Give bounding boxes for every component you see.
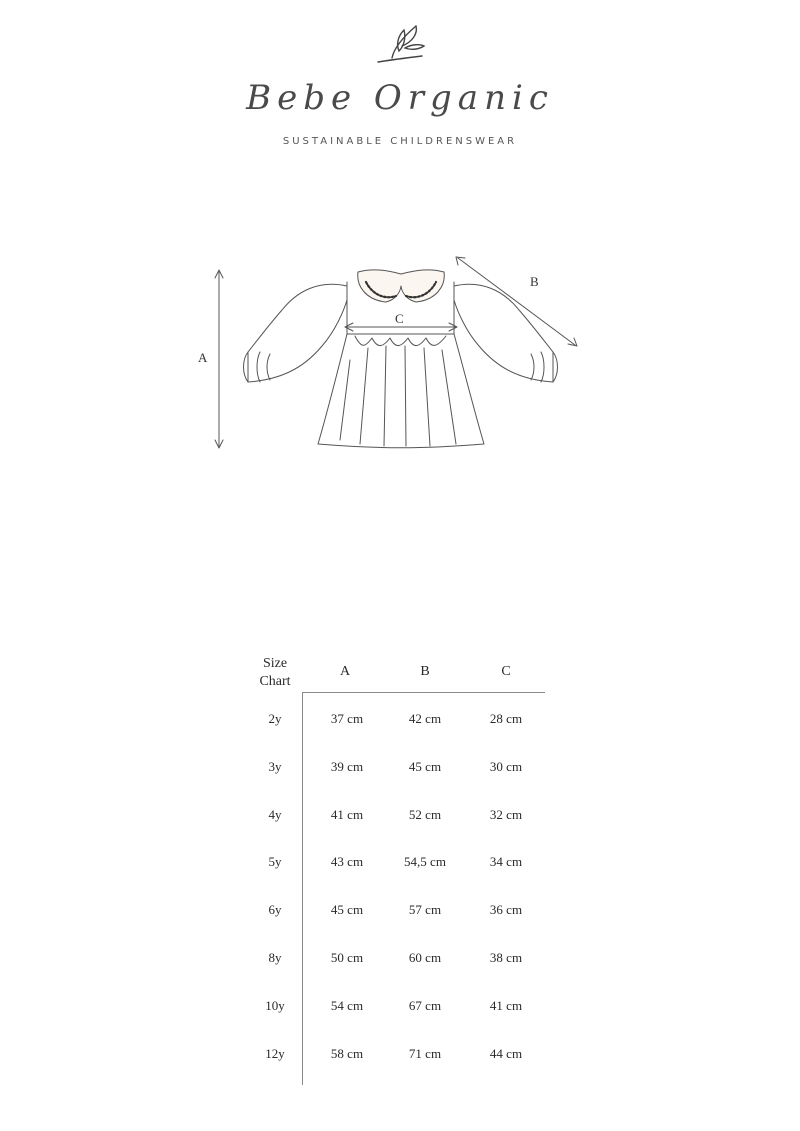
size-cell: 10y <box>265 998 285 1013</box>
size-cell: 8y <box>268 950 282 965</box>
table-row <box>245 950 550 970</box>
table-row <box>245 854 550 874</box>
measure-b-cell: 54,5 cm <box>404 854 446 869</box>
measure-c-cell: 38 cm <box>489 950 523 965</box>
table-row <box>245 1046 550 1066</box>
size-chart <box>245 655 550 1090</box>
size-cell: 5y <box>268 854 282 869</box>
measure-b-cell: 42 cm <box>408 711 442 726</box>
measure-a-cell: 45 cm <box>330 902 364 917</box>
column-header-c: C <box>501 664 511 679</box>
measure-c-cell: 44 cm <box>489 1046 523 1061</box>
measure-c-cell: 34 cm <box>489 854 523 869</box>
column-header-a: A <box>339 664 351 679</box>
measure-a-cell: 41 cm <box>330 807 364 822</box>
table-row <box>245 807 550 827</box>
table-row <box>245 711 550 731</box>
measure-a-cell: 50 cm <box>330 950 364 965</box>
size-cell: 4y <box>268 807 282 822</box>
brand-tagline: SUSTAINABLE CHILDRENSWEAR <box>282 136 518 147</box>
size-chart-title-line2: Chart <box>259 674 291 689</box>
size-cell: 6y <box>268 902 282 917</box>
measure-c-cell: 41 cm <box>489 998 523 1013</box>
measure-b-cell: 60 cm <box>408 950 442 965</box>
measure-c-cell: 36 cm <box>489 902 523 917</box>
measure-c-cell: 28 cm <box>489 711 523 726</box>
measure-a-cell: 43 cm <box>330 854 364 869</box>
leaf-sprig-icon <box>372 18 428 68</box>
dimension-a-label: A <box>198 350 208 365</box>
measure-c-cell: 30 cm <box>489 759 523 774</box>
column-header-b: B <box>420 664 430 679</box>
size-chart-title <box>245 655 305 691</box>
size-cell: 12y <box>265 1046 285 1061</box>
size-cell: 2y <box>268 711 282 726</box>
table-row <box>245 998 550 1018</box>
measure-b-cell: 45 cm <box>408 759 442 774</box>
brand-logo: Bebe Organic <box>246 78 554 118</box>
header-divider <box>302 692 545 693</box>
measure-a-cell: 39 cm <box>330 759 364 774</box>
measure-b-cell: 52 cm <box>408 807 442 822</box>
size-chart-title-line1: Size <box>262 656 288 671</box>
measure-b-cell: 71 cm <box>408 1046 442 1061</box>
size-cell: 3y <box>268 759 282 774</box>
dimension-c-label: C <box>395 311 404 326</box>
measure-a-cell: 54 cm <box>330 998 364 1013</box>
measure-b-cell: 57 cm <box>408 902 442 917</box>
measure-a-cell: 37 cm <box>330 711 364 726</box>
measure-c-cell: 32 cm <box>489 807 523 822</box>
size-column-divider <box>302 692 303 1085</box>
table-row <box>245 759 550 779</box>
dimension-b-label: B <box>530 274 539 289</box>
measure-a-cell: 58 cm <box>330 1046 364 1061</box>
measure-b-cell: 67 cm <box>408 998 442 1013</box>
table-row <box>245 902 550 922</box>
